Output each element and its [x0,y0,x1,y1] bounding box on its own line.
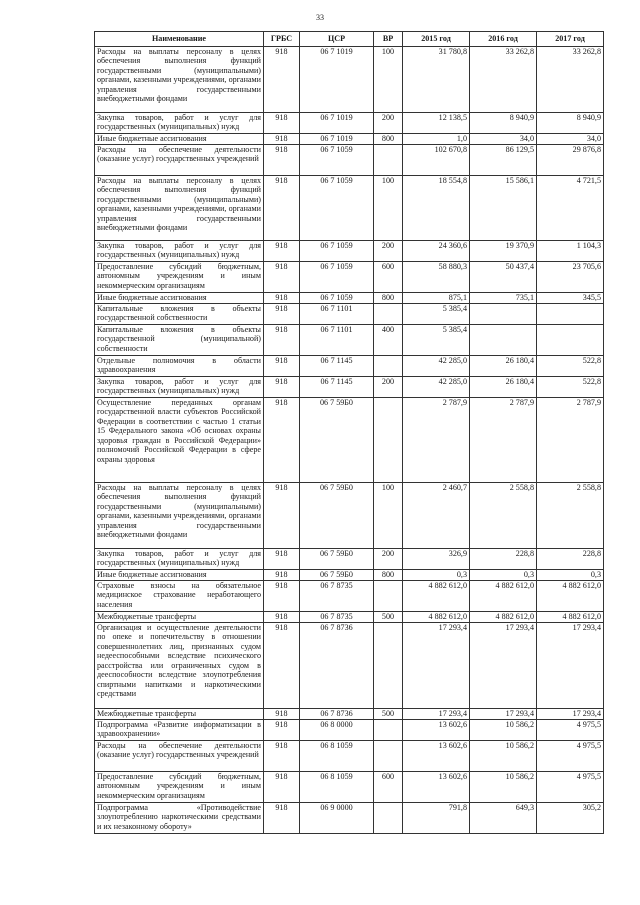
row-value-2015: 13 602,6 [403,719,470,740]
column-header-name: Наименование [95,32,264,47]
row-value-2015: 5 385,4 [403,303,470,324]
row-vr: 800 [374,292,403,303]
budget-table [94,31,604,834]
row-value-2017: 228,8 [537,548,604,569]
table-row [95,112,604,133]
row-vr [374,802,403,833]
row-value-2017: 8 940,9 [537,112,604,133]
row-vr [374,303,403,324]
row-value-2016: 2 787,9 [470,397,537,482]
row-grbs: 918 [264,611,300,622]
row-vr [374,622,403,708]
row-value-2017: 305,2 [537,802,604,833]
row-grbs: 918 [264,397,300,482]
row-value-2015: 24 360,6 [403,240,470,261]
column-header-csr: ЦСР [300,32,374,47]
row-value-2016: 735,1 [470,292,537,303]
row-value-2015: 4 882 612,0 [403,580,470,611]
column-header-grbs: ГРБС [264,32,300,47]
row-value-2016: 50 437,4 [470,261,537,292]
row-name: Межбюджетные трансферты [95,611,264,622]
row-grbs: 918 [264,548,300,569]
row-grbs: 918 [264,261,300,292]
row-value-2015: 326,9 [403,548,470,569]
table-row [95,771,604,802]
column-header-2017: 2017 год [537,32,604,47]
column-header-vr: ВР [374,32,403,47]
row-vr: 800 [374,133,403,144]
row-value-2016 [470,303,537,324]
row-value-2015: 2 787,9 [403,397,470,482]
row-name: Закупка товаров, работ и услуг для государственных (муниципальных) нужд [95,112,264,133]
row-name: Подпрограмма «Развитие информатизации в здравоохранении» [95,719,264,740]
row-vr [374,144,403,175]
row-vr: 800 [374,569,403,580]
row-value-2016: 4 882 612,0 [470,580,537,611]
row-value-2015: 5 385,4 [403,324,470,355]
row-value-2015: 875,1 [403,292,470,303]
row-value-2016: 34,0 [470,133,537,144]
row-value-2016: 15 586,1 [470,175,537,240]
row-csr: 06 7 1019 [300,46,374,112]
table-row [95,261,604,292]
row-grbs: 918 [264,376,300,397]
row-value-2016: 10 586,2 [470,740,537,771]
row-csr: 06 7 1059 [300,240,374,261]
row-value-2017: 4 975,5 [537,719,604,740]
row-grbs: 918 [264,355,300,376]
row-value-2017: 23 705,6 [537,261,604,292]
row-value-2016: 17 293,4 [470,708,537,719]
row-name: Подпрограмма «Противодействие злоупотреблению наркотическими средствами и их незаконному обороту» [95,802,264,833]
page-number: 33 [316,13,324,22]
row-grbs: 918 [264,802,300,833]
row-vr: 500 [374,611,403,622]
row-grbs: 918 [264,569,300,580]
row-name: Закупка товаров, работ и услуг для государственных (муниципальных) нужд [95,548,264,569]
row-csr: 06 7 1101 [300,303,374,324]
table-header [95,32,604,47]
row-vr [374,740,403,771]
row-value-2017: 2 787,9 [537,397,604,482]
row-vr: 100 [374,175,403,240]
row-value-2016: 10 586,2 [470,719,537,740]
row-value-2015: 31 780,8 [403,46,470,112]
table-row [95,802,604,833]
row-grbs: 918 [264,719,300,740]
row-name: Предоставление субсидий бюджетным, автономным учреждениям и иным некоммерческим организациям [95,261,264,292]
row-csr: 06 7 1059 [300,144,374,175]
table-row [95,569,604,580]
row-name: Закупка товаров, работ и услуг для государственных (муниципальных) нужд [95,376,264,397]
row-csr: 06 8 1059 [300,771,374,802]
row-name: Иные бюджетные ассигнования [95,133,264,144]
row-grbs: 918 [264,771,300,802]
row-vr: 200 [374,548,403,569]
row-csr: 06 7 1059 [300,292,374,303]
row-name: Капитальные вложения в объекты государственной собственности [95,303,264,324]
table-row [95,708,604,719]
row-value-2017: 17 293,4 [537,708,604,719]
row-grbs: 918 [264,240,300,261]
row-grbs: 918 [264,144,300,175]
row-value-2017: 33 262,8 [537,46,604,112]
row-name: Расходы на обеспечение деятельности (оказание услуг) государственных учреждений [95,144,264,175]
row-vr: 200 [374,376,403,397]
row-value-2015: 13 602,6 [403,740,470,771]
row-name: Капитальные вложения в объекты государственной (муниципальной) собственности [95,324,264,355]
row-csr: 06 7 1059 [300,261,374,292]
row-value-2017: 4 975,5 [537,771,604,802]
row-name: Межбюджетные трансферты [95,708,264,719]
row-value-2016: 17 293,4 [470,622,537,708]
row-csr: 06 7 1145 [300,355,374,376]
row-name: Иные бюджетные ассигнования [95,292,264,303]
row-name: Отдельные полномочия в области здравоохранения [95,355,264,376]
row-value-2017: 522,8 [537,376,604,397]
row-value-2016: 26 180,4 [470,355,537,376]
row-csr: 06 7 59Б0 [300,569,374,580]
row-grbs: 918 [264,133,300,144]
row-value-2015: 58 880,3 [403,261,470,292]
row-vr [374,719,403,740]
row-grbs: 918 [264,46,300,112]
row-value-2016: 33 262,8 [470,46,537,112]
row-name: Расходы на обеспечение деятельности (оказание услуг) государственных учреждений [95,740,264,771]
table-row [95,376,604,397]
table-row [95,175,604,240]
row-csr: 06 8 1059 [300,740,374,771]
row-value-2016: 2 558,8 [470,482,537,548]
row-value-2015: 12 138,5 [403,112,470,133]
row-vr: 400 [374,324,403,355]
row-value-2016: 86 129,5 [470,144,537,175]
row-name: Предоставление субсидий бюджетным, автономным учреждениям и иным некоммерческим организациям [95,771,264,802]
row-value-2015: 18 554,8 [403,175,470,240]
row-vr: 100 [374,482,403,548]
table-row [95,482,604,548]
row-csr: 06 7 59Б0 [300,482,374,548]
row-value-2015: 2 460,7 [403,482,470,548]
row-value-2015: 791,8 [403,802,470,833]
row-csr: 06 7 1019 [300,133,374,144]
row-value-2016: 0,3 [470,569,537,580]
row-name: Страховые взносы на обязательное медицинское страхование неработающего населения [95,580,264,611]
table-row [95,144,604,175]
row-value-2017 [537,303,604,324]
row-value-2016: 26 180,4 [470,376,537,397]
row-value-2016: 649,3 [470,802,537,833]
row-csr: 06 7 8735 [300,580,374,611]
row-value-2015: 42 285,0 [403,376,470,397]
row-csr: 06 7 59Б0 [300,397,374,482]
table-body [95,46,604,833]
row-name: Расходы на выплаты персоналу в целях обеспечения выполнения функций государственными (муниципальными) органами, казенными учреждениями, органами управления государственными внебюджетными фондами [95,482,264,548]
row-value-2017: 4 882 612,0 [537,611,604,622]
row-name: Осуществление переданных органам государственной власти субъектов Российской Федерации в соответствии с частью 1 статьи 15 Федерального закона «Об основах охраны здоровья граждан в Российской Федерации» полномочий Российской Федерации в сфере охраны здоровья [95,397,264,482]
row-value-2016: 19 370,9 [470,240,537,261]
row-vr: 600 [374,771,403,802]
row-value-2017: 522,8 [537,355,604,376]
row-grbs: 918 [264,303,300,324]
row-value-2017: 34,0 [537,133,604,144]
row-value-2015: 4 882 612,0 [403,611,470,622]
row-grbs: 918 [264,324,300,355]
row-name: Закупка товаров, работ и услуг для государственных (муниципальных) нужд [95,240,264,261]
row-vr: 500 [374,708,403,719]
row-csr: 06 7 1101 [300,324,374,355]
row-value-2015: 102 670,8 [403,144,470,175]
row-grbs: 918 [264,622,300,708]
row-name: Расходы на выплаты персоналу в целях обеспечения выполнения функций государственными (муниципальными) органами, казенными учреждениями, органами управления государственными внебюджетными фондами [95,175,264,240]
row-name: Иные бюджетные ассигнования [95,569,264,580]
row-vr [374,355,403,376]
row-value-2015: 17 293,4 [403,622,470,708]
table-row [95,719,604,740]
column-header-2016: 2016 год [470,32,537,47]
table-row [95,355,604,376]
row-grbs: 918 [264,112,300,133]
table-row [95,740,604,771]
table-row [95,622,604,708]
table-row [95,46,604,112]
table-row [95,548,604,569]
column-header-2015: 2015 год [403,32,470,47]
row-grbs: 918 [264,482,300,548]
row-vr: 200 [374,112,403,133]
row-value-2015: 0,3 [403,569,470,580]
row-value-2017 [537,324,604,355]
table-row [95,303,604,324]
row-value-2017: 4 975,5 [537,740,604,771]
row-csr: 06 7 1059 [300,175,374,240]
row-value-2016: 4 882 612,0 [470,611,537,622]
row-grbs: 918 [264,175,300,240]
row-vr: 200 [374,240,403,261]
table-row [95,133,604,144]
row-vr: 100 [374,46,403,112]
row-grbs: 918 [264,580,300,611]
row-value-2016 [470,324,537,355]
row-value-2016: 8 940,9 [470,112,537,133]
row-csr: 06 7 1019 [300,112,374,133]
row-vr [374,580,403,611]
table-row [95,292,604,303]
row-value-2017: 1 104,3 [537,240,604,261]
row-value-2017: 4 882 612,0 [537,580,604,611]
row-name: Расходы на выплаты персоналу в целях обеспечения выполнения функций государственными (муниципальными) органами, казенными учреждениями, органами управления государственными внебюджетными фондами [95,46,264,112]
row-grbs: 918 [264,740,300,771]
row-csr: 06 7 8736 [300,708,374,719]
row-value-2015: 13 602,6 [403,771,470,802]
table-row [95,580,604,611]
table-row [95,397,604,482]
row-vr [374,397,403,482]
table-row [95,611,604,622]
row-csr: 06 7 1145 [300,376,374,397]
row-value-2015: 1,0 [403,133,470,144]
row-csr: 06 7 8736 [300,622,374,708]
row-csr: 06 7 8735 [300,611,374,622]
row-grbs: 918 [264,292,300,303]
table-row [95,240,604,261]
row-value-2015: 42 285,0 [403,355,470,376]
row-value-2015: 17 293,4 [403,708,470,719]
row-csr: 06 8 0000 [300,719,374,740]
row-csr: 06 7 59Б0 [300,548,374,569]
row-value-2017: 4 721,5 [537,175,604,240]
row-value-2016: 228,8 [470,548,537,569]
row-value-2016: 10 586,2 [470,771,537,802]
row-name: Организация и осуществление деятельности по опеке и попечительству в отношении совершеннолетних лиц, признанных судом недееспособными вследствие психического расстройства или ограниченных судом в дееспособности вследствие злоупотребления спиртными напитками и наркотическими средствами [95,622,264,708]
row-value-2017: 17 293,4 [537,622,604,708]
row-value-2017: 29 876,8 [537,144,604,175]
row-value-2017: 2 558,8 [537,482,604,548]
row-value-2017: 0,3 [537,569,604,580]
row-grbs: 918 [264,708,300,719]
table-row [95,324,604,355]
row-vr: 600 [374,261,403,292]
row-value-2017: 345,5 [537,292,604,303]
row-csr: 06 9 0000 [300,802,374,833]
